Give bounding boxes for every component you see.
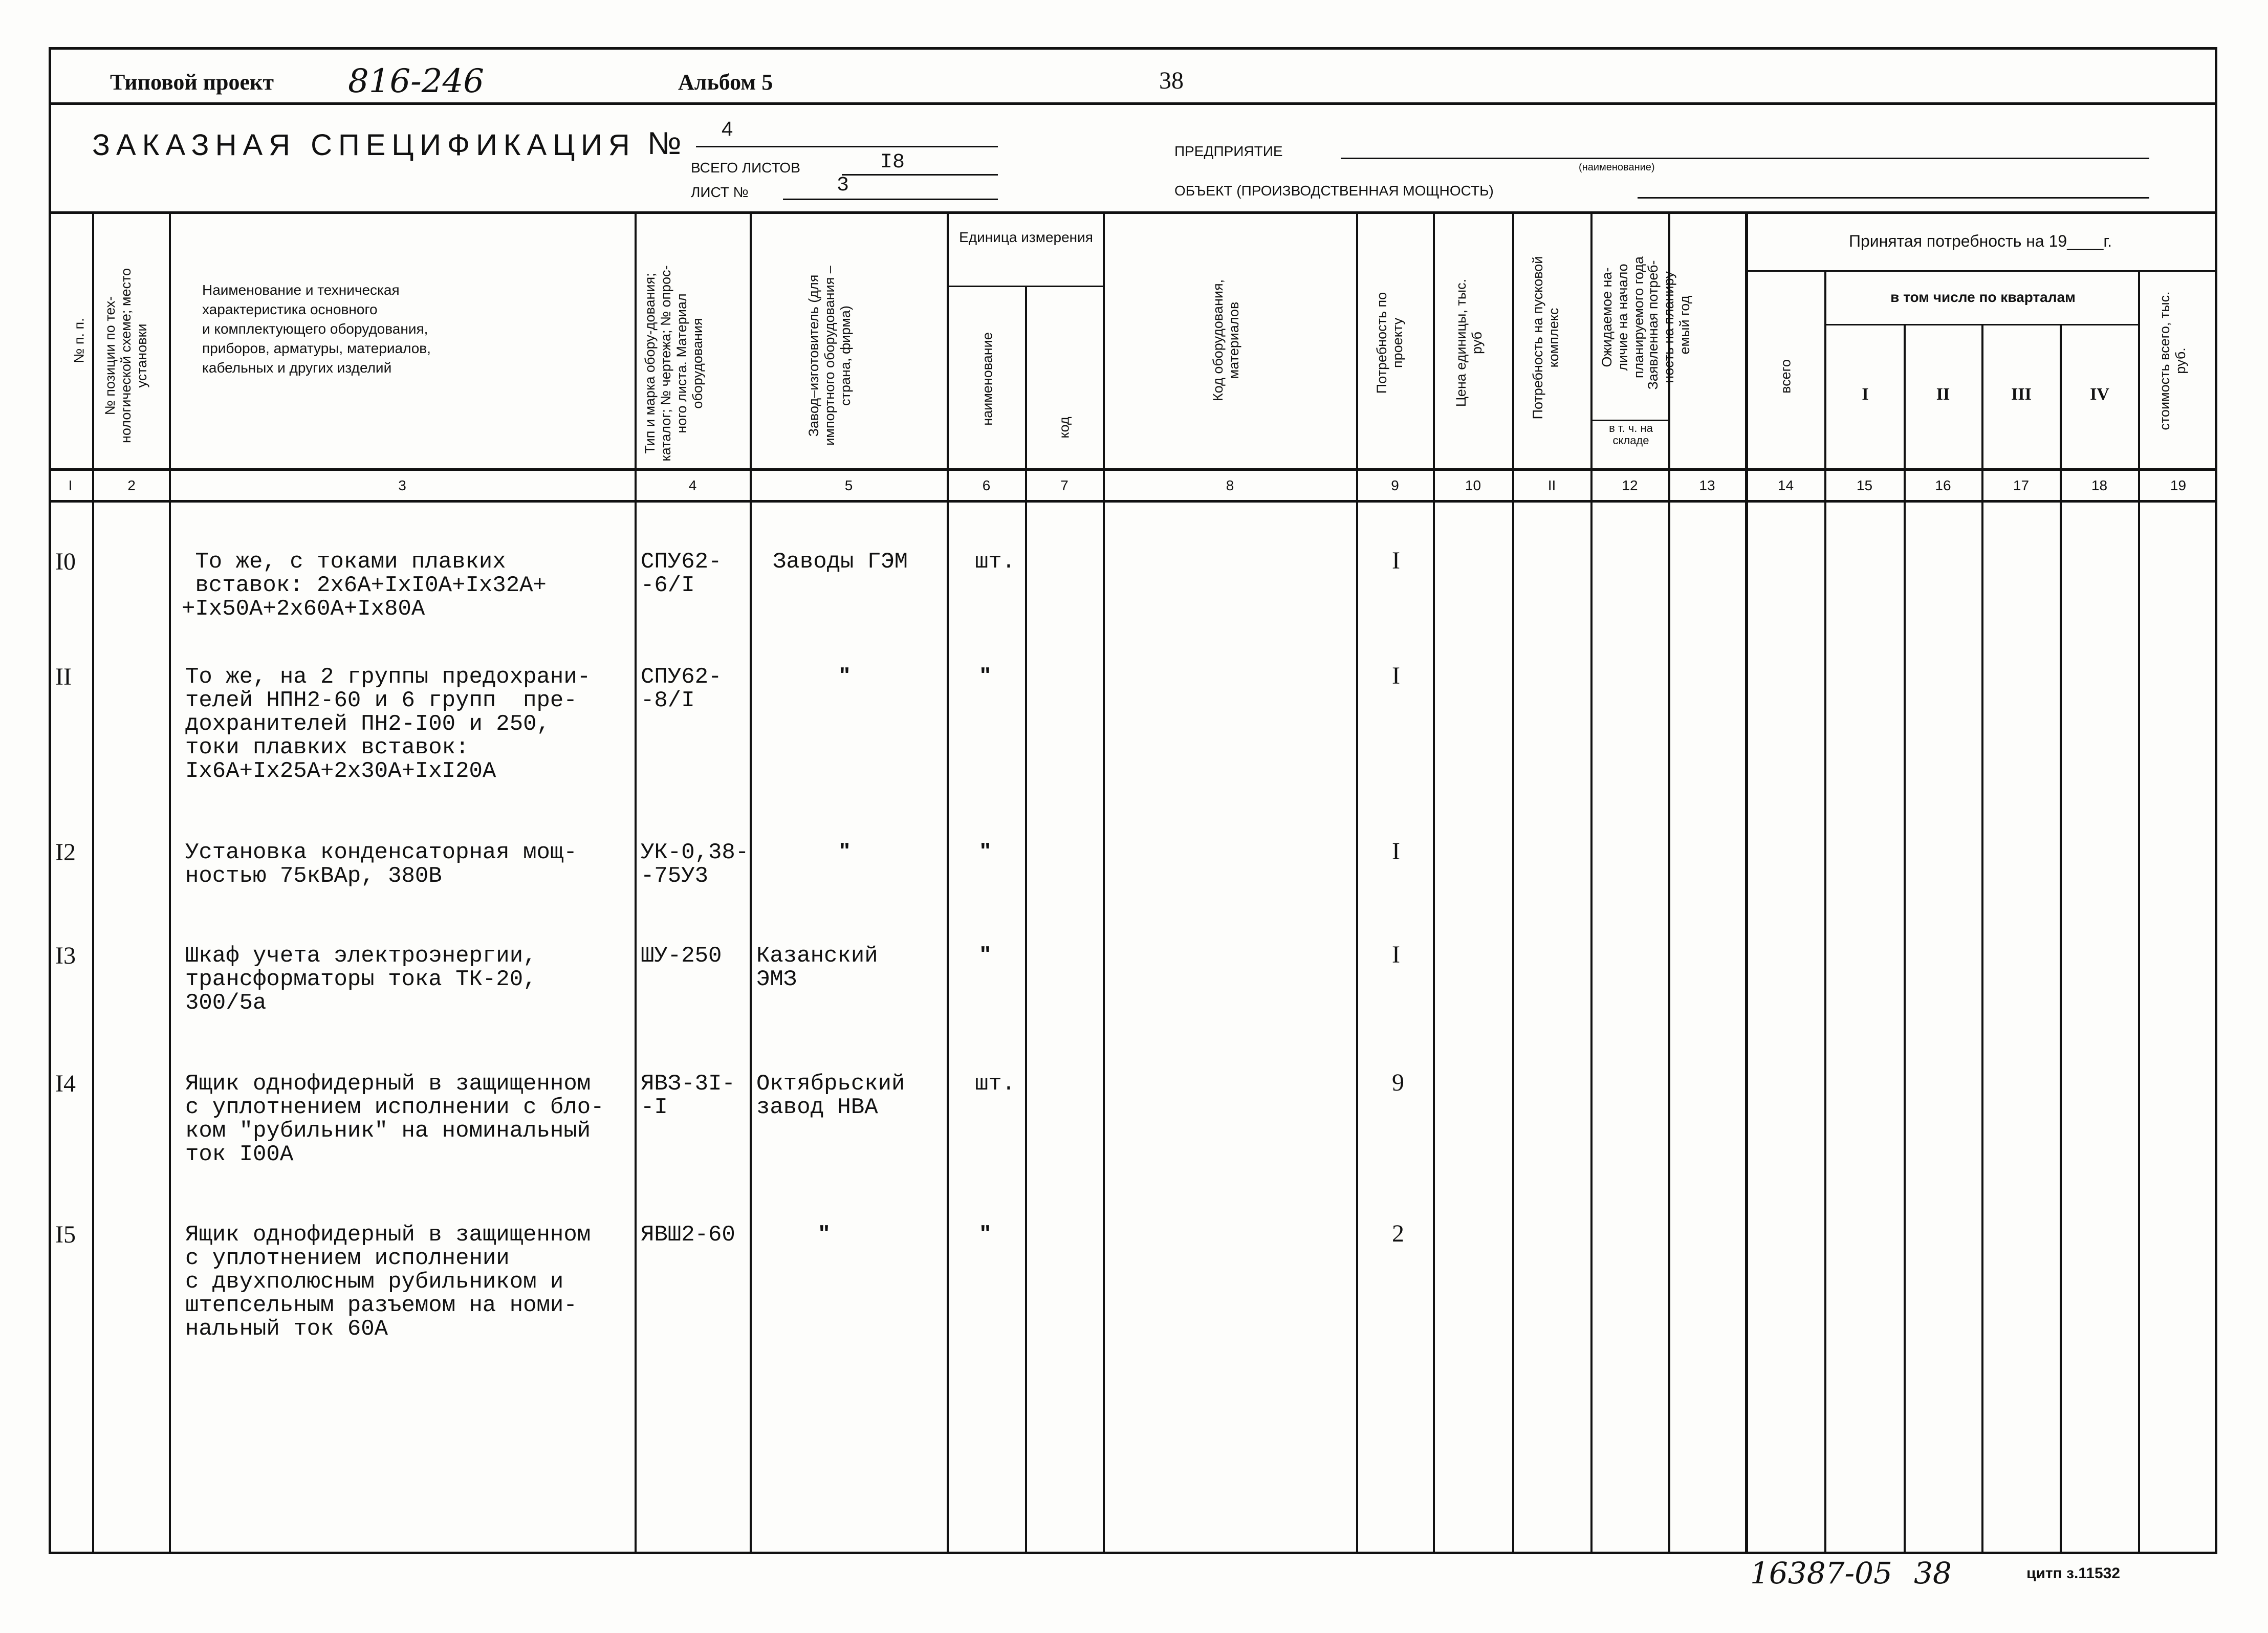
row-name: Установка конденсаторная мощ- ностью 75кВАр, 380В (185, 840, 577, 889)
col2-header: № позиции по тех-нологической схеме; место установки (102, 268, 149, 444)
colnum-bottom-line (49, 500, 2217, 503)
project-label: Типовой проект (110, 70, 274, 95)
col19-header: стоимость всего, тыс. руб. (2157, 291, 2188, 430)
col8-header: Код оборудования, материалов (1210, 279, 1241, 402)
col-line-13 (1745, 211, 1748, 1554)
col11-header: Потребность на пусковой комплекс (1530, 256, 1561, 420)
row-type: СПУ62- -6/I (641, 549, 722, 598)
row-unit: " (980, 1221, 991, 1246)
colnum-7: 7 (1060, 477, 1068, 493)
row-num: II (55, 663, 72, 690)
enterprise-line (1341, 158, 2149, 159)
header-bottom-line (49, 468, 2217, 471)
col12-header: Ожидаемое на-личие на начало планируемого года (1599, 256, 1646, 379)
colnum-1: I (68, 477, 73, 493)
row-type: ЯВЗ-3I- -I (641, 1071, 735, 1120)
col-line-6 (1025, 287, 1027, 1554)
col17-header: III (2011, 385, 2032, 404)
colnum-9: 9 (1391, 477, 1399, 493)
col-line-10 (1512, 211, 1514, 1554)
col-line-15 (1904, 325, 1906, 1554)
row-unit: " (980, 942, 991, 967)
sheet-line (783, 199, 998, 200)
colnum-15: 15 (1856, 477, 1873, 493)
col4-header: Тип и марка обору-дования; каталог; № чертежа; № опрос-ного листа. Материал оборудования (642, 265, 705, 462)
row-maker: " (819, 1221, 830, 1246)
spec-number-value: 4 (722, 118, 733, 140)
col7-header: код (1056, 417, 1072, 439)
col-line-2 (169, 211, 171, 1554)
spec-title: ЗАКАЗНАЯ СПЕЦИФИКАЦИЯ (92, 128, 636, 162)
col3-line-3: и комплектующего оборудования, (202, 321, 428, 337)
row-name: Ящик однофидерный в защищенном с уплотнением исполнении с бло- ком "рубильник" на номинальный ток I00А (185, 1071, 604, 1167)
col3-line-5: кабельных и других изделий (202, 360, 392, 376)
row-qty: I (1392, 941, 1400, 968)
row-qty: I (1392, 547, 1400, 574)
col3-line-4: приборов, арматуры, материалов, (202, 340, 431, 356)
footer-stamp: цитп з.11532 (2026, 1565, 2121, 1582)
c12-sub-line (1590, 420, 1669, 421)
row-qty: I (1392, 662, 1400, 689)
row-maker: Казанский ЭМЗ (756, 943, 878, 992)
colnum-8: 8 (1226, 477, 1234, 493)
col-line-17 (2060, 325, 2062, 1554)
col-line-11 (1590, 211, 1593, 1554)
col-line-14 (1824, 271, 1826, 1554)
colnum-11: II (1547, 477, 1556, 493)
colnum-10: 10 (1465, 477, 1481, 493)
object-label: ОБЪЕКТ (ПРОИЗВОДСТВЕННАЯ МОЩНОСТЬ) (1174, 183, 1494, 199)
colnum-13: 13 (1699, 477, 1715, 493)
enterprise-label: ПРЕДПРИЯТИЕ (1174, 143, 1283, 159)
row-unit: " (980, 663, 991, 688)
colnum-2: 2 (127, 477, 136, 493)
col5-header: Завод–изготовитель (для импортного оборудования –страна, фирма) (806, 266, 853, 446)
spec-number-line (696, 146, 998, 147)
row-type: СПУ62- -8/I (641, 664, 722, 713)
total-sheets-label: ВСЕГО ЛИСТОВ (691, 160, 800, 176)
row-num: I0 (55, 548, 76, 575)
col12-sub-header: в т. ч. на складе (1609, 422, 1653, 447)
unit-group-header: Единица измерения (959, 229, 1093, 245)
row-qty: 2 (1392, 1220, 1404, 1247)
row-name: Шкаф учета электроэнергии, трансформаторы тока ТК-20, 300/5а (185, 943, 537, 1016)
colnum-14: 14 (1777, 477, 1794, 493)
col3-header (202, 280, 601, 378)
row-unit: шт. (975, 549, 1016, 575)
row-maker: Заводы ГЭМ (773, 549, 908, 575)
row-type: УК-0,38- -75У3 (641, 840, 749, 889)
col10-header: Цена единицы, тыс. руб (1453, 278, 1485, 407)
col-line-1 (92, 211, 94, 1554)
row-unit: " (980, 838, 991, 863)
colnum-3: 3 (398, 477, 406, 493)
colnum-17: 17 (2013, 477, 2030, 493)
col15-header: I (1862, 385, 1869, 404)
row-num: I5 (55, 1221, 76, 1248)
col-line-7 (1103, 211, 1105, 1554)
header-divider-1 (49, 102, 2217, 105)
quarter-group-line (1824, 324, 2139, 325)
col-line-9 (1433, 211, 1435, 1554)
col-line-18 (2138, 271, 2140, 1554)
col3-line-1: Наименование и техническая (202, 282, 400, 298)
footer-doc-number: 16387-05 (1750, 1556, 1892, 1591)
col-line-16 (1981, 325, 1983, 1554)
col13-header: Заявленная потреб-ность на планиру-емый год (1645, 260, 1692, 390)
col-line-8 (1356, 211, 1358, 1554)
col-line-4 (750, 211, 752, 1554)
row-num: I4 (55, 1070, 76, 1097)
page-number: 38 (1159, 67, 1184, 94)
row-maker: " (839, 838, 850, 863)
colnum-4: 4 (688, 477, 697, 493)
accepted-group-header: Принятая потребность на 19____г. (1848, 232, 2112, 250)
col-line-3 (635, 211, 637, 1554)
object-line (1638, 197, 2149, 199)
row-type: ШУ-250 (641, 943, 722, 969)
colnum-6: 6 (982, 477, 991, 493)
col-line-5 (947, 211, 949, 1554)
accepted-group-line (1746, 270, 2217, 272)
row-qty: 9 (1392, 1069, 1404, 1096)
colnum-19: 19 (2170, 477, 2187, 493)
colnum-18: 18 (2091, 477, 2108, 493)
col18-header: IV (2090, 385, 2109, 404)
unit-group-line (947, 286, 1104, 287)
col3-line-2: характеристика основного (202, 301, 378, 317)
row-maker: Октябрьский завод НВА (756, 1071, 905, 1120)
footer-page: 38 (1914, 1556, 1952, 1591)
colnum-12: 12 (1622, 477, 1638, 493)
row-num: I3 (55, 942, 76, 969)
total-sheets-line (842, 174, 998, 176)
colnum-16: 16 (1935, 477, 1951, 493)
col9-header: Потребность по проекту (1374, 292, 1405, 394)
row-num: I2 (55, 839, 76, 866)
col1-header: № п. п. (71, 318, 87, 363)
row-qty: I (1392, 838, 1400, 865)
album-label: Альбом 5 (678, 70, 773, 95)
colnum-5: 5 (844, 477, 853, 493)
col16-header: II (1936, 385, 1950, 404)
quarter-group-header: в том числе по кварталам (1890, 289, 2076, 305)
spec-number-label: № (647, 126, 682, 161)
row-name: Ящик однофидерный в защищенном с уплотнением исполнении с двухполюсным рубильником и штепсельным разъемом на номи- нальный ток 60А (185, 1222, 591, 1342)
row-name: То же, с токами плавких вставок: 2х6А+IхI0А+Iх32А+ +Iх50А+2х60А+Iх80А (182, 549, 547, 622)
row-maker: " (839, 663, 850, 688)
total-sheets-value: I8 (880, 151, 905, 174)
sheet-value: 3 (837, 174, 849, 197)
project-number: 816-246 (348, 62, 484, 100)
header-divider-2 (49, 211, 2217, 214)
row-unit: шт. (975, 1071, 1016, 1097)
enterprise-caption: (наименование) (1579, 162, 1655, 173)
row-name: То же, на 2 группы предохрани- телей НПН2-60 и 6 групп пре- дохранителей ПН2-I00 и 250, токи плавких вставок: Iх6А+Iх25А+2х30А+IхI20А (185, 664, 591, 784)
row-type: ЯВШ2-60 (641, 1222, 735, 1248)
col6-header: наименование (979, 332, 995, 426)
col14-header: всего (1778, 359, 1794, 394)
sheet-label: ЛИСТ № (691, 184, 749, 200)
col-line-12 (1668, 211, 1670, 1554)
